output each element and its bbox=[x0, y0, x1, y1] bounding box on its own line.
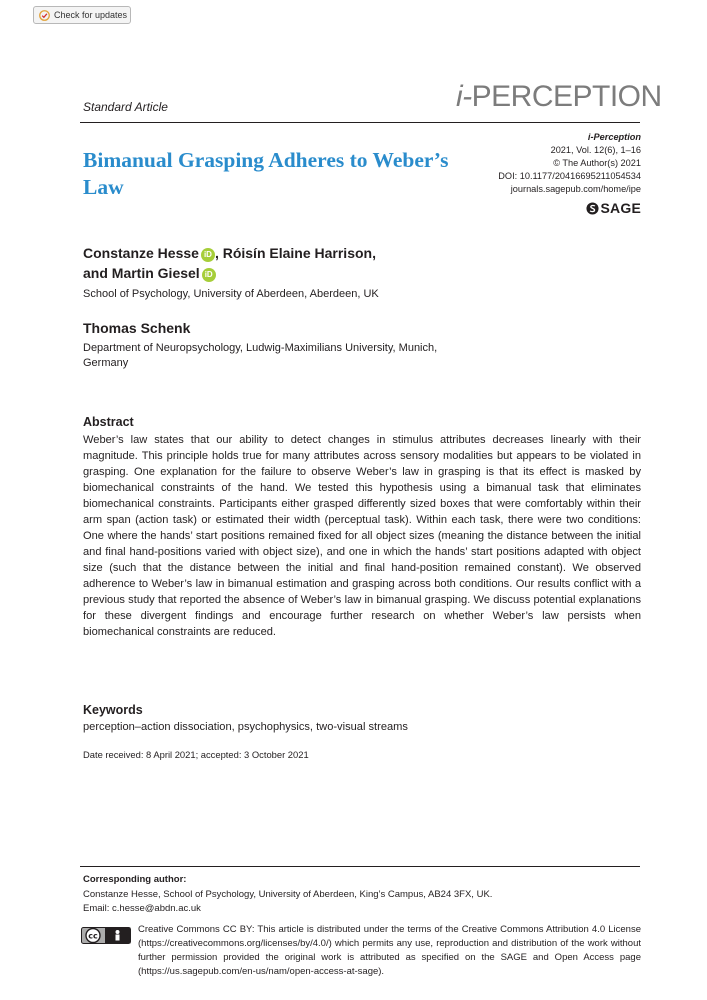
author-list bbox=[83, 243, 503, 283]
journal-name: i-Perception bbox=[587, 132, 641, 142]
orcid-icon[interactable]: iD bbox=[202, 268, 216, 282]
footer-divider bbox=[80, 866, 640, 867]
corresponding-author-heading: Corresponding author: bbox=[83, 874, 187, 885]
keywords-text: perception–action dissociation, psychophysics, two-visual streams bbox=[83, 721, 408, 733]
abstract-heading: Abstract bbox=[83, 415, 134, 429]
author-name: and Martin Giesel bbox=[83, 265, 200, 281]
article-type: Standard Article bbox=[83, 100, 168, 114]
article-title: Bimanual Grasping Adheres to Weber’s Law bbox=[83, 148, 449, 199]
journal-url[interactable]: journals.sagepub.com/home/ipe bbox=[510, 184, 641, 194]
journal-logo-name: PERCEPTION bbox=[471, 80, 662, 113]
affiliation: Department of Neuropsychology, Ludwig-Maximilians University, Munich, Germany bbox=[83, 342, 438, 369]
check-for-updates-button[interactable] bbox=[33, 6, 131, 24]
license-text: Creative Commons CC BY: This article is distributed under the terms of the Creative Commons Attribution 4.0 License (https://creativecommons.org/licenses/by/4.0/) which permits any use, reproduction and distribution of the work without further permission provided the original work is attributed as specified on the SAGE and Open Access page (https://us.sagepub.com/en-us/nam/open-access-at-sage). bbox=[138, 924, 641, 977]
keywords-heading: Keywords bbox=[83, 703, 143, 717]
sage-mark-icon bbox=[586, 202, 599, 215]
journal-volume: 2021, Vol. 12(6), 1–16 bbox=[550, 145, 641, 155]
journal-logo-prefix: i- bbox=[456, 80, 472, 113]
cc-badge-label: cc bbox=[88, 931, 98, 941]
affiliation: School of Psychology, University of Aberdeen, Aberdeen, UK bbox=[83, 288, 379, 300]
check-updates-label: Check for updates bbox=[54, 10, 128, 20]
sage-logo-text: SAGE bbox=[600, 200, 641, 216]
journal-meta bbox=[498, 131, 641, 196]
corresponding-address: Constanze Hesse, School of Psychology, University of Aberdeen, King’s Campus, AB24 3FX, UK. bbox=[83, 889, 493, 900]
check-updates-icon bbox=[39, 10, 50, 21]
corresponding-author bbox=[83, 888, 492, 916]
author-name: Thomas Schenk bbox=[83, 320, 191, 336]
doi[interactable]: DOI: 10.1177/20416695211054534 bbox=[498, 171, 641, 181]
cc-by-badge-icon[interactable] bbox=[81, 927, 131, 949]
author-name: , Róisín Elaine Harrison, bbox=[214, 245, 376, 261]
orcid-icon[interactable]: iD bbox=[201, 248, 215, 262]
sage-logo bbox=[586, 200, 641, 216]
header-divider bbox=[80, 122, 640, 123]
corresponding-email[interactable]: Email: c.hesse@abdn.ac.uk bbox=[83, 903, 201, 914]
author-name: Constanze Hesse bbox=[83, 245, 199, 261]
dates-received: Date received: 8 April 2021; accepted: 3 October 2021 bbox=[83, 749, 309, 760]
journal-logo bbox=[456, 80, 662, 114]
abstract-text: Weber’s law states that our ability to detect changes in stimulus attributes decreases linearly with their magnitude. This principle holds true for many attributes across sensory modalities but appears to be violated in grasping. One explanation for the failure to observe Weber’s law in grasping is that its effect is masked by biomechanical constraints of the hand. We tested this hypothesis using a bimanual task that eliminates biomechanical constraints. Participants either grasped differently sized boxes that were comfortably within their arm span (action task) or estimated their width (perceptual task). Within each task, there were two conditions: One where the hands’ start positions remained fixed for all object sizes (meaning the distance between the initial and final hand-positions varied with object size), and one in which the hands’ start positions adapted with object size (such that the distance between the initial and final hand-position remained constant). We observed adherence to Weber’s law in bimanual estimation and grasping across both conditions. Our results conflict with a previous study that reported the absence of Weber’s law in bimanual grasping. We discuss potential explanations for these divergent findings and encourage further research on whether Weber’s law persists when biomechanical constraints are reduced. bbox=[83, 434, 641, 638]
copyright: © The Author(s) 2021 bbox=[553, 158, 641, 168]
